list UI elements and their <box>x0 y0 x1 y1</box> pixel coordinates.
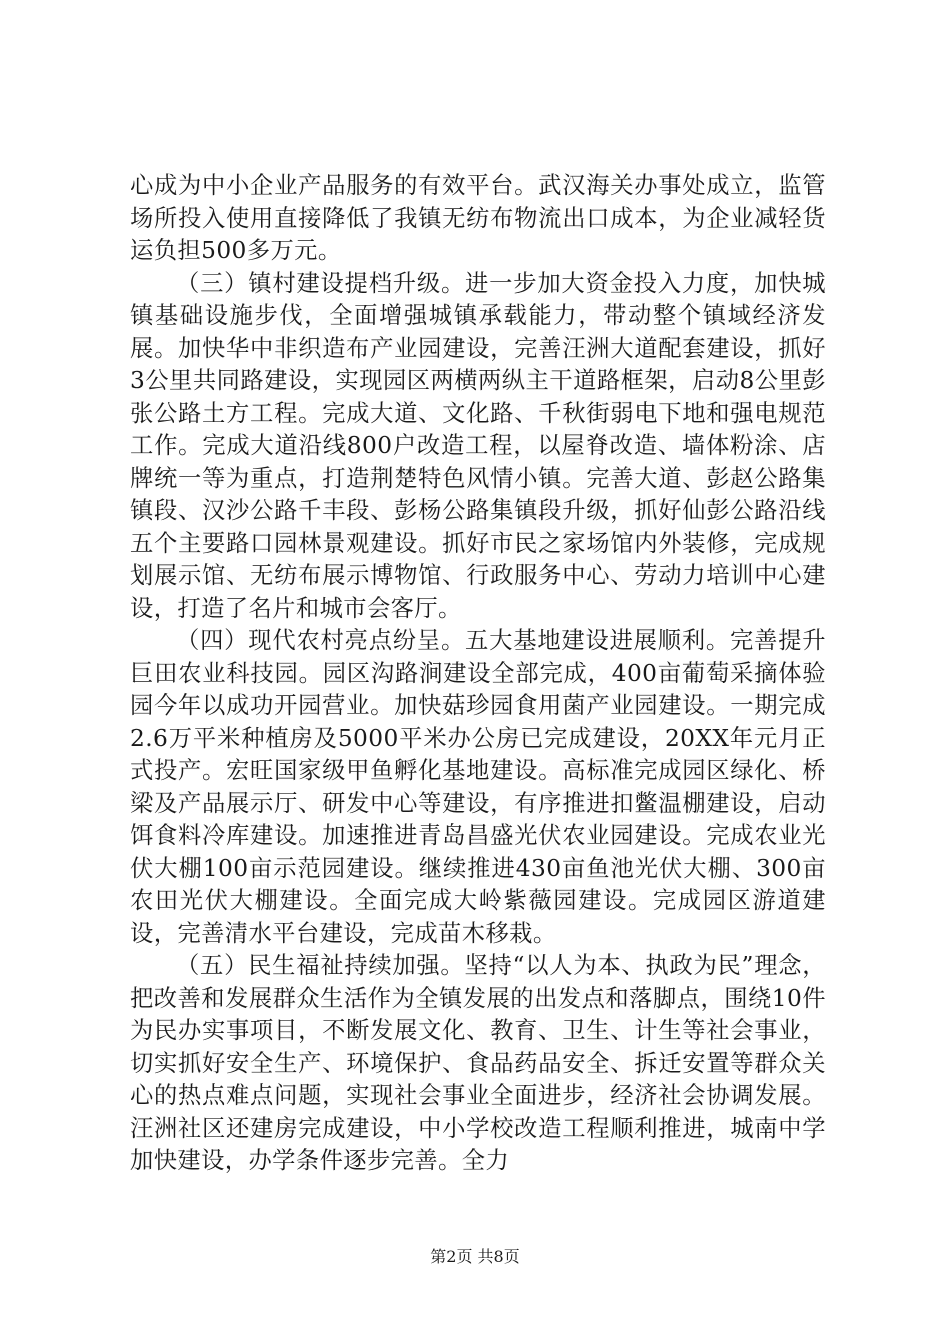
document-body <box>130 170 826 1178</box>
paragraph-livelihood-wellbeing: （五）民生福祉持续加强。坚持“以人为本、执政为民”理念，把改善和发展群众生活作为全镇发展的出发点和落脚点，围绕10件为民办实事项目，不断发展文化、教育、卫生、计生等社会事业，切实抓好安全生产、环境保护、食品药品安全、拆迁安置等群众关心的热点难点问题，实现社会事业全面进步，经济社会协调发展。汪洲社区还建房完成建设，中小学校改造工程顺利推进，城南中学加快建设，办学条件逐步完善。全力 <box>130 952 826 1174</box>
paragraph-town-village-construction: （三）镇村建设提档升级。进一步加大资金投入力度，加快城镇基础设施步伐，全面增强城镇承载能力，带动整个镇域经济发展。加快华中非织造布产业园建设，完善汪洲大道配套建设，抓好3公里共同路建设，实现园区两横两纵主干道路框架，启动8公里彭张公路土方工程。完成大道、文化路、千秋街弱电下地和强电规范工作。完成大道沿线800户改造工程，以屋脊改造、墙体粉涂、店牌统一等为重点，打造荆楚特色风情小镇。完善大道、彭赵公路集镇段、汉沙公路千丰段、彭杨公路集镇段升级，抓好仙彭公路沿线五个主要路口园林景观建设。抓好市民之家场馆内外装修，完成规划展示馆、无纺布展示博物馆、行政服务中心、劳动力培训中心建设，打造了名片和城市会客厅。 <box>130 269 826 622</box>
paragraph-continuation: 心成为中小企业产品服务的有效平台。武汉海关办事处成立，监管场所投入使用直接降低了我镇无纺布物流出口成本，为企业减轻货运负担500多万元。 <box>130 172 826 264</box>
paragraph-modern-rural-highlights: （四）现代农村亮点纷呈。五大基地建设进展顺利。完善提升巨田农业科技园。园区沟路涧建设全部完成，400亩葡萄采摘体验园今年以成功开园营业。加快菇珍园食用菌产业园建设。一期完成2.6万平米种植房及5000平米办公房已完成建设，20XX年元月正式投产。宏旺国家级甲鱼孵化基地建设。高标准完成园区绿化、桥梁及产品展示厅、研发中心等建设，有序推进扣鳖温棚建设，启动饵食料冷库建设。加速推进青岛昌盛光伏农业园建设。完成农业光伏大棚100亩示范园建设。继续推进430亩鱼池光伏大棚、300亩农田光伏大棚建设。全面完成大岭紫薇园建设。完成园区游道建设，完善清水平台建设，完成苗木移栽。 <box>130 627 826 947</box>
page-footer: 第2页 共8页 <box>430 1247 520 1266</box>
